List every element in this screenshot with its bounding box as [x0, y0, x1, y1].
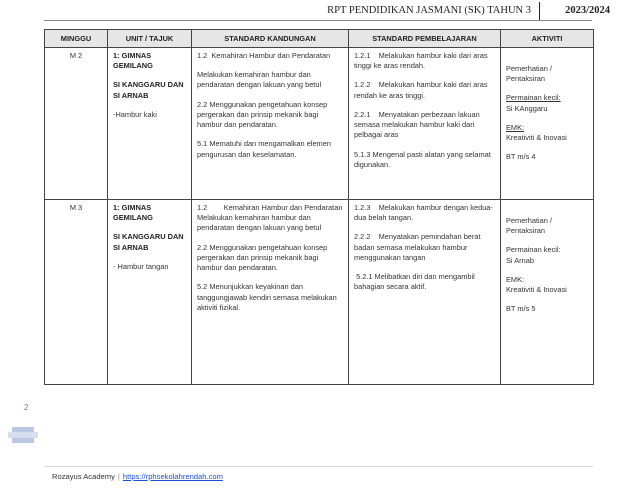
unit-subtopic: -Hambur kaki [113, 109, 157, 119]
sk-item: 1.2 Kemahiran Hambur dan Pendaratan [197, 51, 331, 60]
unit-subtopic: - Hambur tangan [113, 261, 169, 271]
aktiviti-emk-item: Kreativiti & Inovasi [506, 285, 567, 295]
standard-pembelajaran-cell [349, 200, 501, 385]
aktiviti-emk-item: Kreativiti & Inovasi [506, 133, 567, 143]
table-header-row [45, 30, 594, 48]
sk-item: 2.2 Menggunakan pengetahuan konsep pergerakan dan prinsip mekanik bagi hambur dan pendaratan. [197, 242, 330, 273]
aktiviti-cell [501, 200, 594, 385]
footer-link[interactable]: https://rphsekolahrendah.com [122, 472, 223, 481]
column-header-aktiviti: AKTIVITI [501, 30, 594, 48]
sp-item: 2.2.2 Menyatakan pemindahan berat badan semasa melakukan hambur menggunakan tangan [354, 232, 483, 262]
standard-pembelajaran-cell [349, 48, 501, 200]
sp-item: 5.2.1 Melibatkan diri dan mengambil bahagian secara aktif. [354, 272, 477, 292]
aktiviti-pentaksiran: Pemerhatian / Pentaksiran [506, 64, 555, 84]
sp-item: 1.2.1 Melakukan hambur kaki dari aras tinggi ke aras rendah. [354, 51, 490, 71]
sp-item: 5.1.3 Mengenal pasti alatan yang selamat digunakan. [354, 149, 493, 169]
column-header-minggu: MINGGU [45, 30, 108, 48]
aktiviti-emk-heading: EMK: [506, 122, 525, 132]
page-number: 2 [24, 403, 29, 412]
aktiviti-permainan-heading: Permainan kecil: [506, 93, 561, 103]
sp-item: 1.2.2 Melakukan hambur kaki dari aras rendah ke aras tinggi. [354, 80, 490, 100]
unit-title: 1: GIMNAS GEMILANG [113, 203, 153, 223]
aktiviti-pentaksiran: Pemerhatian / Pentaksiran [506, 216, 555, 236]
table-row [45, 48, 594, 200]
sk-item: 5.1 Mematuhi dan mengamalkan elemen pengurusan dan keselamatan. [197, 139, 333, 159]
sk-item: 1.2 Kemahiran Hambur dan Pendaratan Melakukan kemahiran hambur dan pendaratan dengan lakuan yang betul [197, 203, 343, 233]
rpt-table [44, 29, 594, 385]
sp-item: 2.2.1 Menyatakan perbezaan lakuan semasa melakukan hambur kaki dari pelbagai aras [354, 109, 482, 140]
unit-cell [108, 200, 192, 385]
column-header-standard-pembelajaran: STANDARD PEMBELAJARAN [349, 30, 501, 48]
aktiviti-bt: BT m/s 4 [506, 152, 536, 162]
minggu-cell: M 2 [45, 48, 108, 200]
sk-item: 5.2 Menunjukkan keyakinan dan tanggungjawab kendiri semasa melakukan aktiviti fizikal. [197, 282, 339, 312]
unit-cell [108, 48, 192, 200]
document-year: 2023/2024 [565, 5, 610, 16]
aktiviti-permainan-heading: Permainan kecil: [506, 245, 561, 255]
table-row [45, 200, 594, 385]
column-header-standard-kandungan: STANDARD KANDUNGAN [192, 30, 349, 48]
header-divider [44, 20, 592, 21]
column-header-unit: UNIT / TAJUK [108, 30, 192, 48]
document-title: RPT PENDIDIKAN JASMANI (SK) TAHUN 3 [327, 2, 540, 20]
unit-topic: SI KANGGARU DAN SI ARNAB [113, 80, 184, 100]
sp-item: 1.2.3 Melakukan hambur dengan kedua-dua belah tangan. [354, 203, 493, 223]
standard-kandungan-cell [192, 48, 349, 200]
sk-item: Melakukan kemahiran hambur dan pendaratan dengan lakuan yang betul [197, 70, 322, 90]
sk-item: 2.2 Menggunakan pengetahuan konsep pergerakan dan prinsip mekanik bagi hambur dan pendaratan. [197, 99, 330, 130]
footer [52, 472, 223, 481]
standard-kandungan-cell [192, 200, 349, 385]
aktiviti-permainan-item: Si Arnab [506, 255, 534, 265]
minggu-cell: M 3 [45, 200, 108, 385]
aktiviti-bt: BT m/s 5 [506, 304, 536, 314]
unit-title: 1: GIMNAS GEMILANG [113, 51, 153, 71]
unit-topic: SI KANGGARU DAN SI ARNAB [113, 232, 184, 252]
aktiviti-emk-heading: EMK: [506, 274, 525, 284]
aktiviti-cell [501, 48, 594, 200]
footer-separator: | [117, 472, 120, 481]
aktiviti-permainan-item: Si KAnggaru [506, 103, 548, 113]
page-corner-decoration [12, 427, 34, 443]
footer-brand: Rozayus Academy [52, 472, 115, 481]
footer-divider [44, 466, 593, 467]
